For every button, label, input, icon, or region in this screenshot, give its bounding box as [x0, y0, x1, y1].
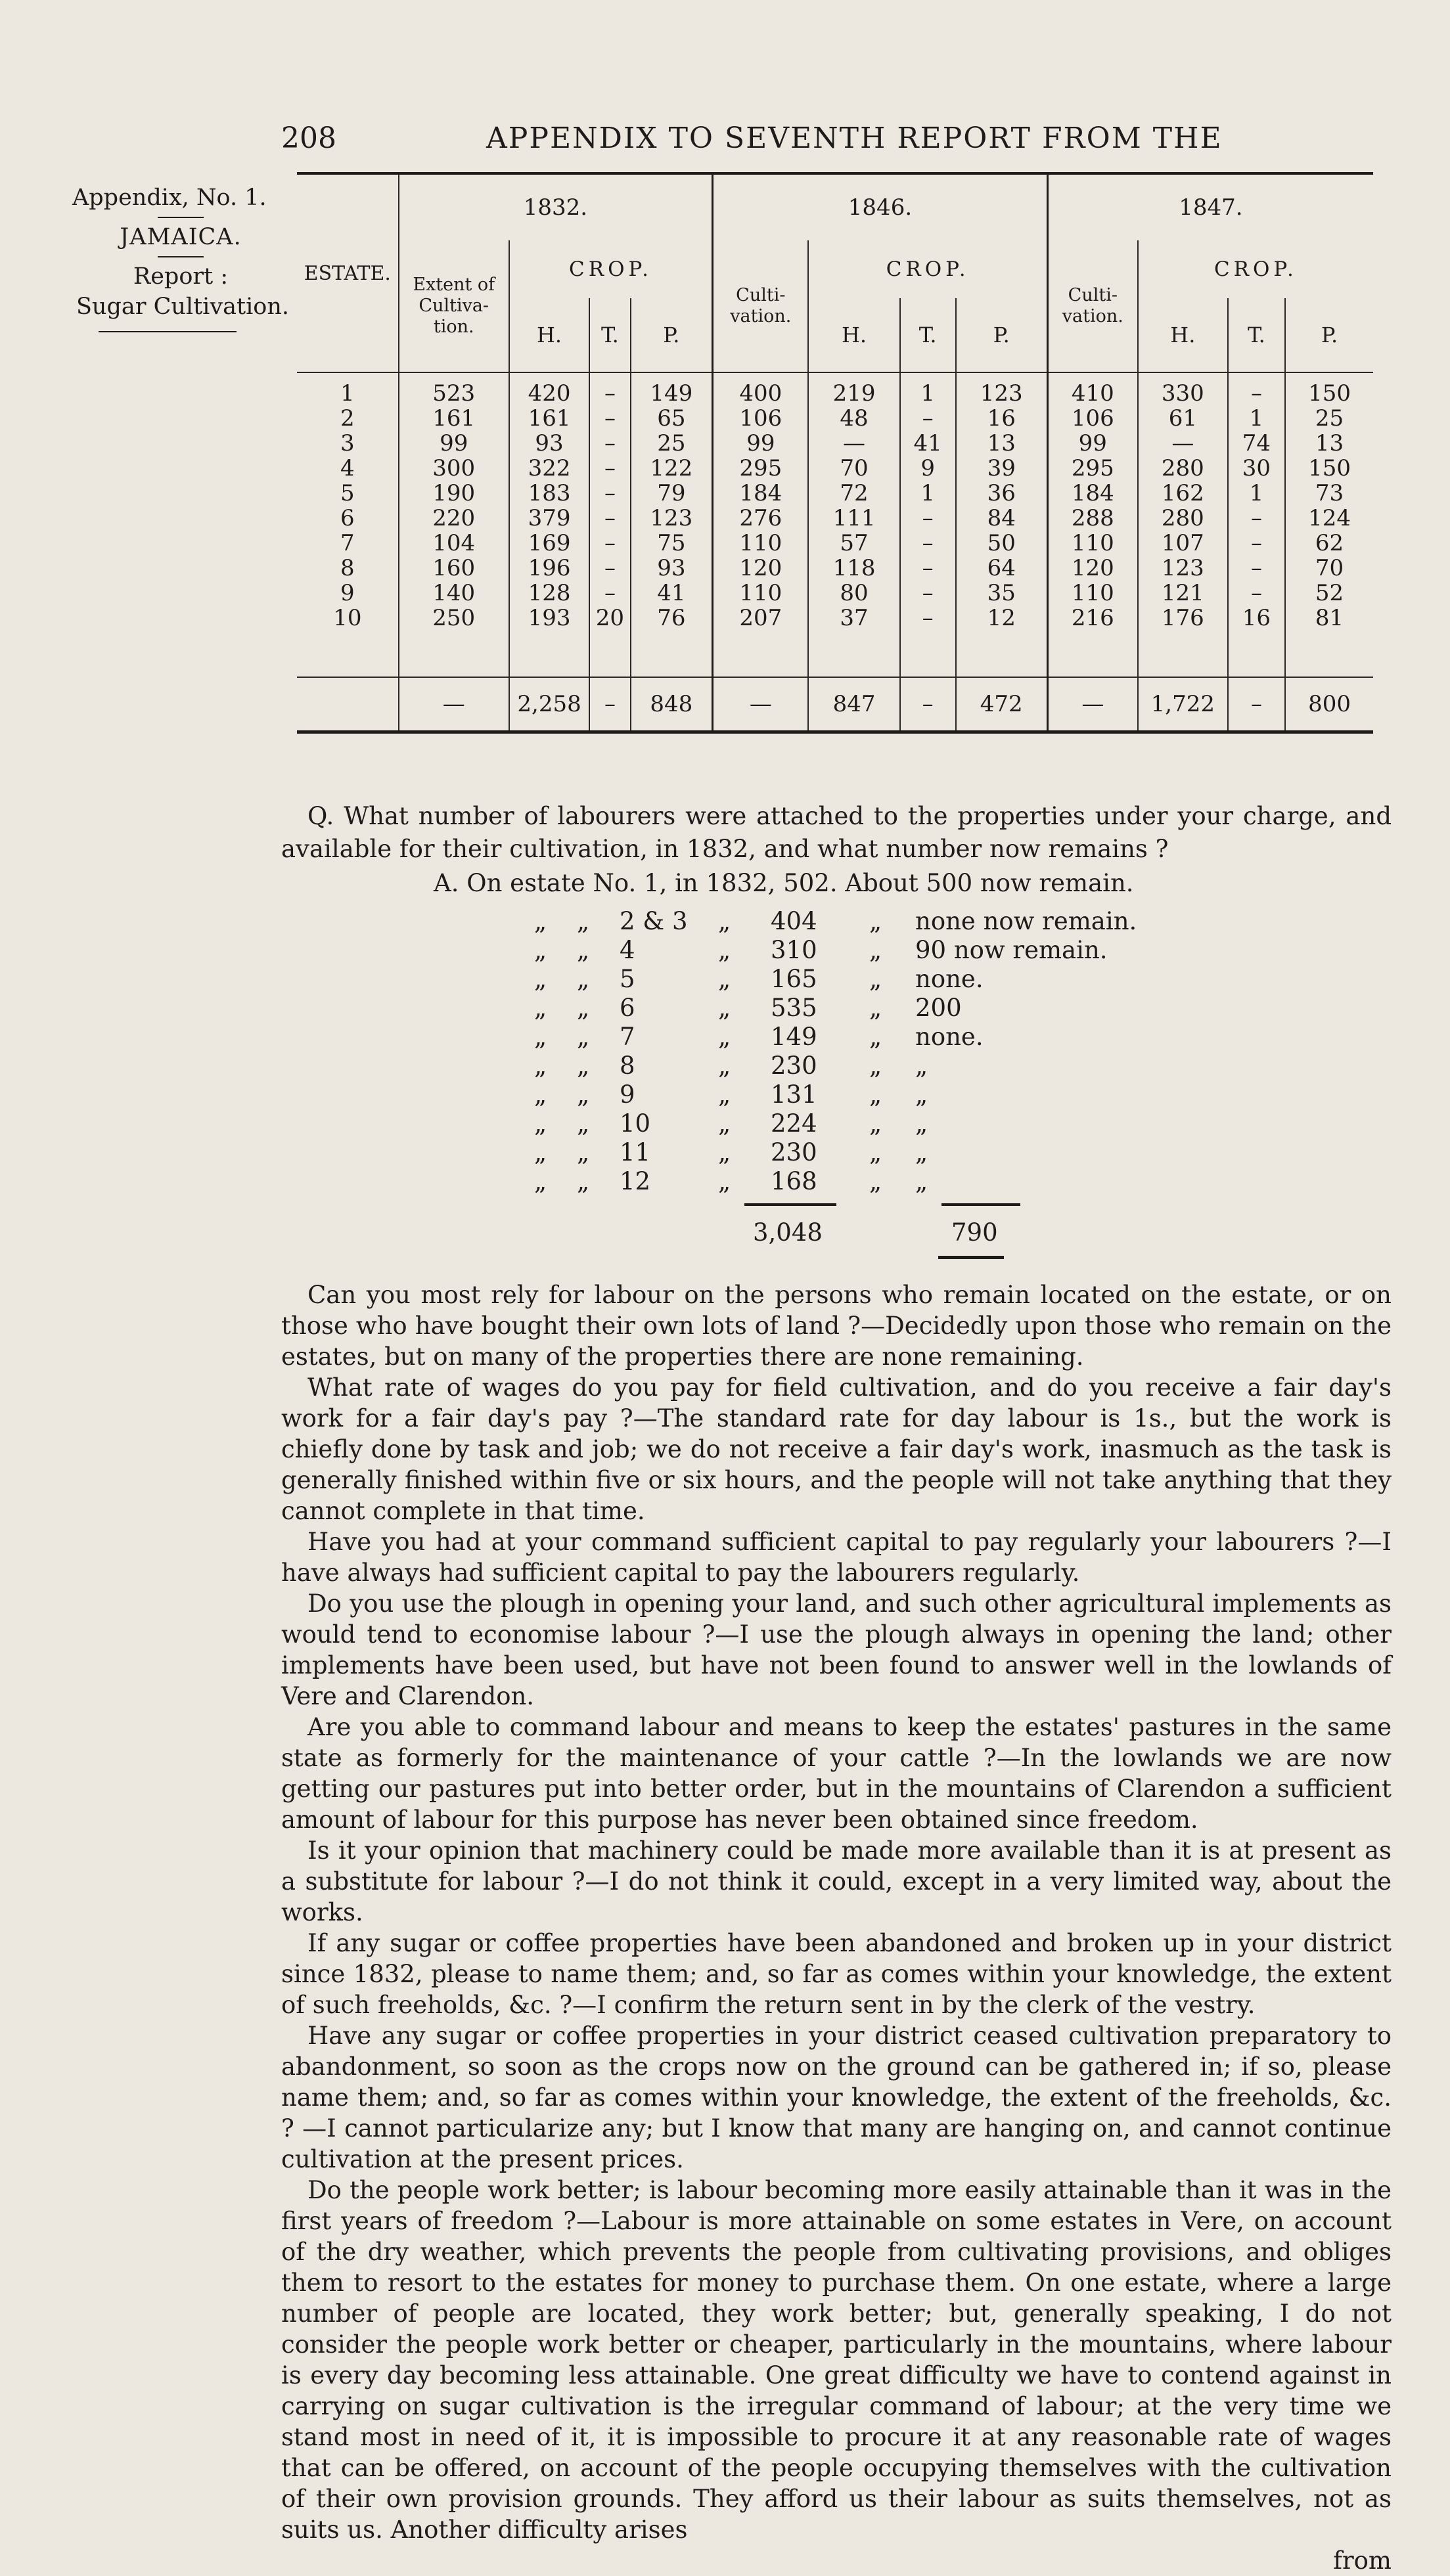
total-cell: –	[589, 677, 630, 732]
table-cell: 150	[1285, 456, 1373, 481]
total-cell: 472	[956, 677, 1048, 732]
table-cell: –	[900, 556, 956, 581]
table-cell: 35	[956, 581, 1048, 606]
table-cell: 149	[631, 372, 713, 406]
table-cell: —	[1138, 431, 1228, 456]
paragraph: Do the people work better; is labour becoming more easily attainable than it was in the first years of freedom ?—Labour is more attainable on some estates in Vere, on account of the dry weather, which prevents the people from cultivating provisions, and obliges them to resort to the estates for money to purchase them. On one estate, where a large number of people are located, they work better; but, generally speaking, I do not consider the people work better or cheaper, particularly in the mountains, where labour is every day becoming less attainable. One great difficulty we have to contend against in carrying on sugar cultivation is the irregular command of labour; at the very time we stand most in need of it, it is impossible to procure it at any reasonable rate of wages that can be offered, on account of the people occupying themselves with the cultivation of their own provision grounds. They afford us their labour as suits themselves, not as suits us. Another difficulty arises	[281, 2176, 1392, 2544]
table-cell: 300	[399, 456, 509, 481]
table-cell: 93	[509, 431, 589, 456]
table-cell: –	[1228, 372, 1285, 406]
total-cell: —	[1047, 677, 1138, 732]
table-cell: 84	[956, 506, 1048, 531]
table-cell: 30	[1228, 456, 1285, 481]
crop-header: CROP.	[509, 240, 713, 298]
table-cell: 57	[808, 531, 899, 556]
table-cell: 13	[956, 431, 1048, 456]
spacer-cell	[808, 631, 899, 677]
table-cell: 120	[713, 556, 809, 581]
estate-number-cell: 10	[333, 605, 362, 631]
spacer-cell	[900, 631, 956, 677]
answer-est: 6	[620, 994, 635, 1022]
table-row	[297, 481, 1373, 506]
cultivation-header: Culti- vation.	[713, 240, 809, 372]
paragraph: Can you most rely for labour on the persons who remain located on the estate, or on those who have bought their own lots of land ?—Decidedly upon those who remain on the estates, but on many of the properties there are none remaining.	[281, 1281, 1392, 1371]
total-cell: 848	[631, 677, 713, 732]
answer-d3: „	[718, 936, 731, 964]
answer-rem: „	[915, 1138, 928, 1166]
answer-d1: „	[534, 1052, 547, 1080]
answer-num: 165	[771, 965, 817, 993]
estate-number-cell: 4	[340, 455, 355, 481]
question-text: Q. What number of labourers were attached to the properties under your charge, and available for their cultivation, in 1832, and what number now remains ?	[281, 802, 1392, 863]
estate-number-cell: 5	[340, 480, 355, 506]
answer-d4: „	[869, 1138, 882, 1166]
table-cell: 128	[509, 581, 589, 606]
spacer-cell	[713, 631, 809, 677]
answer-d2: „	[577, 936, 590, 964]
spacer-cell	[1138, 631, 1228, 677]
table-cell: 20	[589, 606, 630, 631]
answer-rem: „	[915, 1080, 928, 1109]
table-cell: 16	[956, 406, 1048, 431]
estate-number-cell: 6	[340, 505, 355, 531]
table-cell: 190	[399, 481, 509, 506]
total-cell: –	[1228, 677, 1285, 732]
answer-d3: „	[718, 1023, 731, 1051]
answer-intro: A. On estate No. 1, in 1832, 502. About 500 now remain.	[434, 869, 1134, 897]
answer-est: 12	[620, 1167, 651, 1195]
table-cell: 70	[1285, 556, 1373, 581]
table-cell: –	[589, 431, 630, 456]
table-cell: 1	[900, 372, 956, 406]
table-cell: 295	[713, 456, 809, 481]
answer-d4: „	[869, 936, 882, 964]
total-cell	[297, 677, 399, 732]
table-row	[297, 581, 1373, 606]
answer-rem: „	[915, 1109, 928, 1138]
total-cell: –	[900, 677, 956, 732]
margin-rule	[99, 331, 237, 332]
spacer-cell	[399, 631, 509, 677]
table-cell: 80	[808, 581, 899, 606]
table-cell: –	[589, 481, 630, 506]
answer-d1: „	[534, 1023, 547, 1051]
table-cell: 73	[1285, 481, 1373, 506]
answer-rem: none now remain.	[915, 907, 1137, 935]
answer-d2: „	[577, 1109, 590, 1138]
answer-rem: 200	[915, 994, 962, 1022]
total-cell: 847	[808, 677, 899, 732]
table-cell: 93	[631, 556, 713, 581]
table-cell: –	[900, 581, 956, 606]
table-cell: –	[1228, 506, 1285, 531]
table-cell: 72	[808, 481, 899, 506]
extent-header: Extent of Cultiva- tion.	[399, 240, 509, 372]
table-cell: 183	[509, 481, 589, 506]
answer-d3: „	[718, 994, 731, 1022]
paragraph: Do you use the plough in opening your land, and such other agricultural implements as would tend to economise labour ?—I use the plough always in opening the land; other implements have been used, but have not been found to answer well in the lowlands of Vere and Clarendon.	[281, 1589, 1392, 1710]
table-cell: 196	[509, 556, 589, 581]
estate-number-cell: 8	[340, 555, 355, 581]
table-cell: 122	[631, 456, 713, 481]
table-cell: 110	[713, 531, 809, 556]
spacer-cell	[1228, 631, 1285, 677]
answer-num: 310	[771, 936, 817, 964]
answer-d3: „	[718, 1167, 731, 1195]
table-cell: 41	[900, 431, 956, 456]
table-cell: 207	[713, 606, 809, 631]
table-cell: 184	[713, 481, 809, 506]
table-cell: 65	[631, 406, 713, 431]
table-row	[297, 372, 1373, 406]
estate-number-cell: 1	[297, 372, 399, 406]
paragraph: Have any sugar or coffee properties in your district ceased cultivation preparatory to abandonment, so soon as the crops now on the ground can be gathered in; if so, please name them; and, so far as comes within your knowledge, the extent of the freeholds, &c. ? —I cannot particularize any; but I know that many are hanging on, and cannot continue cultivation at the present prices.	[281, 2022, 1392, 2173]
table-row	[297, 431, 1373, 456]
table-cell: –	[900, 606, 956, 631]
spacer-cell	[1047, 631, 1138, 677]
table-cell: 169	[509, 531, 589, 556]
table-cell: –	[900, 506, 956, 531]
total-cell: 800	[1285, 677, 1373, 732]
table-cell: –	[1228, 556, 1285, 581]
sub-header-h: H.	[1138, 298, 1228, 372]
answer-rem: „	[915, 1052, 928, 1080]
answer-d1: „	[534, 936, 547, 964]
table-row	[297, 606, 1373, 631]
table-cell: 121	[1138, 581, 1228, 606]
spacer-cell	[589, 631, 630, 677]
table-cell: 106	[1047, 406, 1138, 431]
table-cell: 76	[631, 606, 713, 631]
table-cell: –	[1228, 581, 1285, 606]
margin-subject: Sugar Cultivation.	[76, 294, 289, 320]
margin-report: Report :	[133, 263, 229, 290]
total-cell: 1,722	[1138, 677, 1228, 732]
answer-est: 11	[620, 1138, 651, 1166]
answer-rem: 90 now remain.	[915, 936, 1108, 964]
table-cell: 39	[956, 456, 1048, 481]
table-cell: 1	[1228, 481, 1285, 506]
table-cell: 420	[509, 372, 589, 406]
table-cell: 37	[808, 606, 899, 631]
table-cell: 161	[399, 406, 509, 431]
answer-rem: „	[915, 1167, 928, 1195]
answer-est: 7	[620, 1023, 635, 1051]
answer-num: 535	[771, 994, 817, 1022]
table-cell: 16	[1228, 606, 1285, 631]
table-cell: 41	[631, 581, 713, 606]
table-cell: 184	[1047, 481, 1138, 506]
estate-number-cell: 3	[340, 430, 355, 456]
table-cell: 62	[1285, 531, 1373, 556]
table-cell: 70	[808, 456, 899, 481]
table-cell: 400	[713, 372, 809, 406]
answer-est: 2 & 3	[620, 907, 688, 935]
answer-d1: „	[534, 1167, 547, 1195]
answer-d2: „	[577, 1023, 590, 1051]
table-cell: 123	[956, 372, 1048, 406]
answer-d3: „	[718, 907, 731, 935]
spacer-cell	[509, 631, 589, 677]
table-cell: 161	[509, 406, 589, 431]
table-cell: 25	[631, 431, 713, 456]
margin-note	[72, 183, 289, 332]
table-row	[297, 531, 1373, 556]
answer-est: 9	[620, 1080, 635, 1109]
paragraph: Is it your opinion that machinery could be made more available than it is at present as a substitute for labour ?—I do not think it could, except in a very limited way, about the works.	[281, 1836, 1392, 1926]
table-cell: 61	[1138, 406, 1228, 431]
table-cell: –	[589, 372, 630, 406]
sub-header-h: H.	[808, 298, 899, 372]
table-cell: 48	[808, 406, 899, 431]
table-cell: 330	[1138, 372, 1228, 406]
estate-header: ESTATE.	[297, 173, 399, 372]
answer-d2: „	[577, 1167, 590, 1195]
table-cell: 118	[808, 556, 899, 581]
answer-num: 230	[771, 1052, 817, 1080]
sub-header-t: T.	[900, 298, 956, 372]
answer-d2: „	[577, 1052, 590, 1080]
answer-rem: none.	[915, 1023, 984, 1051]
answer-d4: „	[869, 1080, 882, 1109]
answer-rem: none.	[915, 965, 984, 993]
table-cell: 12	[956, 606, 1048, 631]
table-cell: 216	[1047, 606, 1138, 631]
paragraph: Have you had at your command sufficient capital to pay regularly your labourers ?—I have always had sufficient capital to pay the labourers regularly.	[281, 1528, 1392, 1587]
sum-rule	[941, 1203, 1020, 1206]
table-cell: 110	[1047, 581, 1138, 606]
answer-d1: „	[534, 1109, 547, 1138]
estate-number-cell: 2	[340, 405, 355, 432]
estate-table	[297, 172, 1373, 734]
running-header	[0, 122, 1450, 167]
table-cell: –	[589, 581, 630, 606]
margin-rule	[158, 256, 204, 257]
answer-num: 404	[771, 907, 817, 935]
margin-appendix: Appendix, No. 1.	[72, 185, 267, 211]
sub-header-p: P.	[956, 298, 1048, 372]
answer-d3: „	[718, 1080, 731, 1109]
sub-header-p: P.	[631, 298, 713, 372]
sum-rule	[938, 1256, 1004, 1259]
paragraph: Are you able to command labour and means to keep the estates' pastures in the same state as formerly for the maintenance of your cattle ?—In the lowlands we are now getting our pastures put into better order, but in the mountains of Clarendon a sufficient amount of labour for this purpose has never been obtained since freedom.	[281, 1713, 1392, 1834]
margin-place: JAMAICA.	[120, 224, 242, 250]
table-cell: 140	[399, 581, 509, 606]
answer-d2: „	[577, 907, 590, 935]
answer-d1: „	[534, 965, 547, 993]
table-cell: 123	[1138, 556, 1228, 581]
totals-row	[297, 677, 1373, 732]
answer-d1: „	[534, 907, 547, 935]
table-cell: –	[589, 556, 630, 581]
paragraph: If any sugar or coffee properties have been abandoned and broken up in your district since 1832, please to name them; and, so far as comes within your knowledge, the extent of such freeholds, &c. ?—I confirm the return sent in by the clerk of the vestry.	[281, 1929, 1392, 2019]
answer-d3: „	[718, 1138, 731, 1166]
table-cell: 110	[1047, 531, 1138, 556]
table-cell: 523	[399, 372, 509, 406]
answer-d2: „	[577, 965, 590, 993]
table-cell: 280	[1138, 456, 1228, 481]
crop-header: CROP.	[1138, 240, 1373, 298]
answer-num: 131	[771, 1080, 817, 1109]
year-header: 1846.	[713, 173, 1048, 240]
total-cell: —	[399, 677, 509, 732]
answer-est: 5	[620, 965, 635, 993]
table-cell: 295	[1047, 456, 1138, 481]
answer-d4: „	[869, 907, 882, 935]
answer-num: 224	[771, 1109, 817, 1138]
total-cell: —	[713, 677, 809, 732]
cultivation-header: Culti- vation.	[1047, 240, 1138, 372]
answer-d4: „	[869, 1167, 882, 1195]
table-row	[297, 556, 1373, 581]
answer-block	[281, 867, 1392, 1287]
running-title: APPENDIX TO SEVENTH REPORT FROM THE	[486, 122, 1223, 155]
crop-table	[297, 172, 1373, 734]
table-cell: 322	[509, 456, 589, 481]
table-cell: 219	[808, 372, 899, 406]
table-cell: 52	[1285, 581, 1373, 606]
answer-d3: „	[718, 1052, 731, 1080]
table-cell: 176	[1138, 606, 1228, 631]
table-cell: –	[900, 406, 956, 431]
answer-d4: „	[869, 994, 882, 1022]
table-cell: –	[589, 456, 630, 481]
year-header: 1847.	[1047, 173, 1373, 240]
table-cell: 106	[713, 406, 809, 431]
table-cell: 79	[631, 481, 713, 506]
sum-rule	[744, 1203, 836, 1206]
answer-list	[281, 900, 1392, 1287]
table-cell: 9	[900, 456, 956, 481]
answer-est: 8	[620, 1052, 635, 1080]
answer-d2: „	[577, 994, 590, 1022]
table-cell: –	[1228, 531, 1285, 556]
paragraph: What rate of wages do you pay for field cultivation, and do you receive a fair day's work for a fair day's pay ?—The standard rate for day labour is 1s., but the work is chiefly done by task and job; we do not receive a fair day's work, inasmuch as the task is generally finished within five or six hours, and the people will not take anything that they cannot complete in that time.	[281, 1373, 1392, 1525]
answer-d3: „	[718, 1109, 731, 1138]
table-cell: 250	[399, 606, 509, 631]
spacer-row	[297, 631, 1373, 677]
sub-header-t: T.	[1228, 298, 1285, 372]
answer-num: 168	[771, 1167, 817, 1195]
margin-rule	[158, 217, 204, 218]
total-cell: 2,258	[509, 677, 589, 732]
table-cell: –	[900, 531, 956, 556]
page-number: 208	[281, 122, 336, 155]
table-cell: –	[589, 506, 630, 531]
table-cell: 120	[1047, 556, 1138, 581]
sub-header-p: P.	[1285, 298, 1373, 372]
answer-d2: „	[577, 1138, 590, 1166]
table-cell: 74	[1228, 431, 1285, 456]
table-cell: 111	[808, 506, 899, 531]
table-cell: 107	[1138, 531, 1228, 556]
answer-d1: „	[534, 1080, 547, 1109]
table-cell: 123	[631, 506, 713, 531]
table-cell: 1	[1228, 406, 1285, 431]
table-cell: 410	[1047, 372, 1138, 406]
spacer-cell	[956, 631, 1048, 677]
crop-header: CROP.	[808, 240, 1047, 298]
table-cell: 276	[713, 506, 809, 531]
table-cell: 64	[956, 556, 1048, 581]
answer-num: 230	[771, 1138, 817, 1166]
answer-d4: „	[869, 965, 882, 993]
table-cell: 50	[956, 531, 1048, 556]
spacer-cell	[1285, 631, 1373, 677]
table-cell: 75	[631, 531, 713, 556]
table-cell: 25	[1285, 406, 1373, 431]
answer-est: 10	[620, 1109, 651, 1138]
answer-d3: „	[718, 965, 731, 993]
answer-d4: „	[869, 1023, 882, 1051]
table-cell: –	[589, 531, 630, 556]
table-cell: 162	[1138, 481, 1228, 506]
answer-num: 149	[771, 1023, 817, 1051]
sub-header-h: H.	[509, 298, 589, 372]
estate-number-cell: 9	[340, 580, 355, 606]
table-row	[297, 456, 1373, 481]
answer-d2: „	[577, 1080, 590, 1109]
table-cell: –	[589, 406, 630, 431]
table-cell: 36	[956, 481, 1048, 506]
catchword: from	[1333, 2546, 1392, 2575]
answer-est: 4	[620, 936, 635, 964]
table-cell: 379	[509, 506, 589, 531]
total-now: 790	[951, 1218, 998, 1247]
table-cell: 160	[399, 556, 509, 581]
answer-d4: „	[869, 1052, 882, 1080]
total-1832: 3,048	[753, 1218, 823, 1247]
estate-number-cell: 7	[340, 530, 355, 556]
body-text	[281, 1279, 1392, 2576]
table-cell: 280	[1138, 506, 1228, 531]
table-cell: 193	[509, 606, 589, 631]
table-cell: 99	[713, 431, 809, 456]
table-cell: 1	[900, 481, 956, 506]
table-cell: 110	[713, 581, 809, 606]
spacer-cell	[631, 631, 713, 677]
table-cell: 99	[1047, 431, 1138, 456]
question-block	[281, 800, 1392, 866]
answer-d4: „	[869, 1109, 882, 1138]
spacer-cell	[297, 631, 399, 677]
table-cell: 150	[1285, 372, 1373, 406]
table-cell: 288	[1047, 506, 1138, 531]
table-row	[297, 506, 1373, 531]
table-row	[297, 406, 1373, 431]
table-cell: 99	[399, 431, 509, 456]
table-cell: 124	[1285, 506, 1373, 531]
answer-d1: „	[534, 1138, 547, 1166]
table-cell: 81	[1285, 606, 1373, 631]
table-cell: 13	[1285, 431, 1373, 456]
answer-d1: „	[534, 994, 547, 1022]
table-cell: 220	[399, 506, 509, 531]
table-cell: 104	[399, 531, 509, 556]
sub-header-t: T.	[589, 298, 630, 372]
year-header: 1832.	[399, 173, 713, 240]
table-cell: —	[808, 431, 899, 456]
